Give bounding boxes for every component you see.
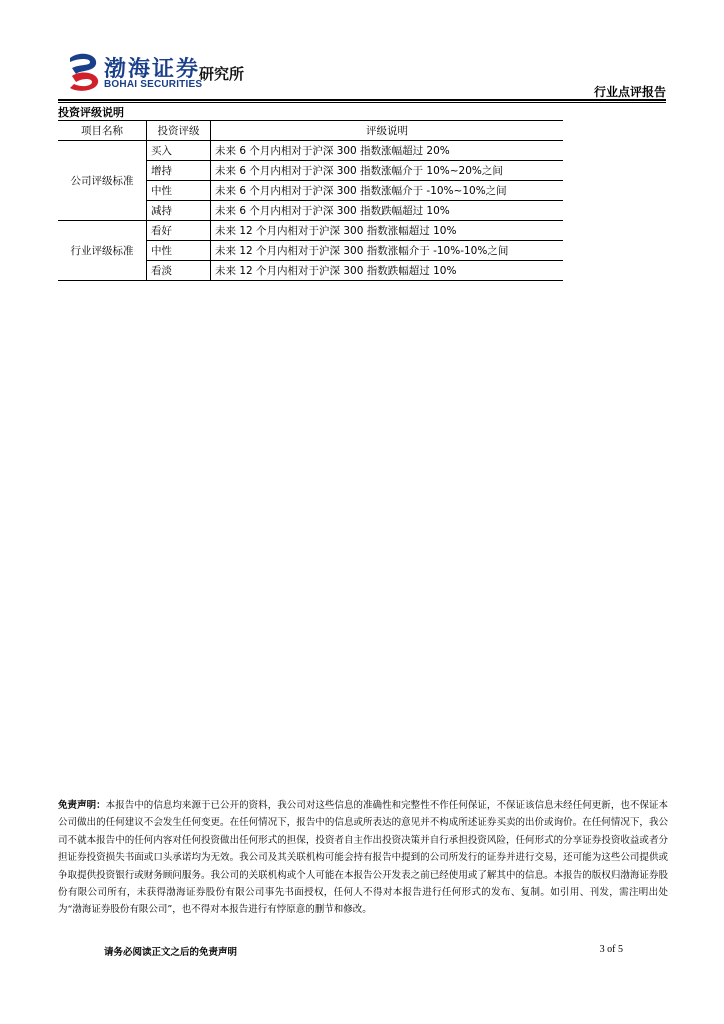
header-description: 评级说明 <box>211 121 564 141</box>
group-name-company: 公司评级标准 <box>58 141 147 221</box>
table-row <box>58 221 563 241</box>
rating-cell: 买入 <box>147 141 211 161</box>
bohai-logo-icon <box>66 52 102 92</box>
logo-english-name: BOHAI SECURITIES <box>104 79 203 90</box>
table-header-row <box>58 121 563 141</box>
rating-cell: 看好 <box>147 221 211 241</box>
disclaimer-lead: 免责声明： <box>58 800 106 811</box>
description-cell: 未来 6 个月内相对于沪深 300 指数涨幅超过 20% <box>211 141 564 161</box>
section-title: 投资评级说明 <box>58 106 124 119</box>
description-cell: 未来 12 个月内相对于沪深 300 指数涨幅超过 10% <box>211 221 564 241</box>
description-cell: 未来 6 个月内相对于沪深 300 指数涨幅介于 10%~20%之间 <box>211 161 564 181</box>
disclaimer-paragraph <box>58 797 668 919</box>
table-row <box>58 141 563 161</box>
header-item-name: 项目名称 <box>58 121 147 141</box>
rating-table <box>58 120 563 281</box>
rating-cell: 中性 <box>147 241 211 261</box>
rating-cell: 看淡 <box>147 261 211 281</box>
header-divider <box>58 99 666 103</box>
group-name-industry: 行业评级标准 <box>58 221 147 281</box>
logo-chinese-name: 渤海证券 <box>104 56 201 82</box>
institute-label: 研究所 <box>199 65 245 83</box>
description-cell: 未来 6 个月内相对于沪深 300 指数跌幅超过 10% <box>211 201 564 221</box>
header-rating: 投资评级 <box>147 121 211 141</box>
rating-cell: 中性 <box>147 181 211 201</box>
disclaimer-body: 本报告中的信息均来源于已公开的资料，我公司对这些信息的准确性和完整性不作任何保证，不保证该信息未经任何更新，也不保证本公司做出的任何建议不会发生任何变更。在任何情况下，报告中的信息或所表达的意见并不构成所述证券买卖的出价或询价。在任何情况下，我公司不就本报告中的任何内容对任何投资做出任何形式的担保，投资者自主作出投资决策并自行承担投资风险，任何形式的分享证券投资收益或者分担证券投资损失书面或口头承诺均为无效。我公司及其关联机构可能会持有报告中提到的公司所发行的证券并进行交易，还可能为这些公司提供或争取提供投资银行或财务顾问服务。我公司的关联机构或个人可能在本报告公开发表之前已经使用或了解其中的信息。本报告的版权归渤海证券股份有限公司所有，未获得渤海证券股份有限公司事先书面授权，任何人不得对本报告进行任何形式的发布、复制。如引用、刊发，需注明出处为“渤海证券股份有限公司”，也不得对本报告进行有悖原意的删节和修改。 <box>58 800 668 916</box>
rating-cell: 减持 <box>147 201 211 221</box>
report-type-label: 行业点评报告 <box>593 85 666 99</box>
description-cell: 未来 12 个月内相对于沪深 300 指数涨幅介于 -10%-10%之间 <box>211 241 564 261</box>
description-cell: 未来 6 个月内相对于沪深 300 指数涨幅介于 -10%~10%之间 <box>211 181 564 201</box>
rating-cell: 增持 <box>147 161 211 181</box>
description-cell: 未来 12 个月内相对于沪深 300 指数跌幅超过 10% <box>211 261 564 281</box>
footer-note: 请务必阅读正文之后的免责声明 <box>104 947 238 958</box>
page-number: 3 of 5 <box>599 944 623 955</box>
